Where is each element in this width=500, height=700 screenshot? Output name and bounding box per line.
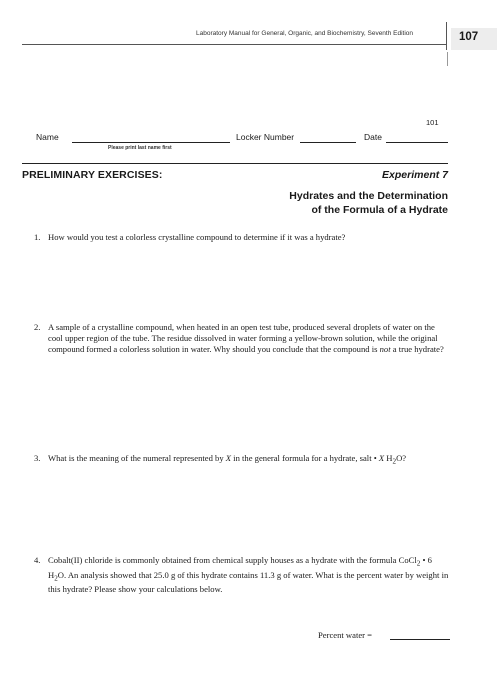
experiment-label: Experiment 7 bbox=[382, 169, 448, 181]
formula-subscript: 2 bbox=[54, 574, 58, 583]
question-number: 3. bbox=[34, 453, 41, 463]
question-text bbox=[48, 322, 446, 355]
formula-subscript: 2 bbox=[392, 457, 397, 466]
question-number: 2. bbox=[34, 322, 41, 332]
header-vertical-rule bbox=[446, 22, 447, 50]
question-4 bbox=[34, 555, 450, 595]
percent-water-field[interactable] bbox=[390, 639, 450, 640]
name-field[interactable] bbox=[72, 142, 230, 143]
percent-water-label: Percent water = bbox=[318, 630, 372, 640]
question-text-part: a true hydrate? bbox=[390, 344, 444, 354]
experiment-title-line-1: Hydrates and the Determination bbox=[289, 190, 448, 202]
name-label: Name bbox=[36, 132, 59, 142]
question-2 bbox=[34, 322, 446, 355]
locker-number-label: Locker Number bbox=[236, 132, 295, 142]
section-title: PRELIMINARY EXERCISES: bbox=[22, 169, 163, 181]
margin-tick bbox=[447, 52, 448, 66]
date-field[interactable] bbox=[386, 142, 448, 143]
formula-variable: X bbox=[225, 453, 232, 463]
section-rule bbox=[22, 163, 448, 164]
name-hint: Please print last name first bbox=[108, 145, 172, 151]
date-label: Date bbox=[364, 132, 382, 142]
header-rule bbox=[22, 44, 446, 45]
question-text: How would you test a colorless crystalline compound to determine if it was a hydrate? bbox=[48, 232, 346, 242]
worksheet-page-number: 101 bbox=[426, 118, 439, 127]
question-text: Cobalt(II) chloride is commonly obtained from chemical supply houses as a hydrate with the formula CoCl$_2$ • 6 $H_2O$. An analysis showed that 25.0 g of this hydrate contains 11.3 g of water. What is the percent water by weight in this hydrate? Please show your calculations below. bbox=[48, 555, 449, 595]
question-number: 1. bbox=[34, 232, 41, 242]
question-1 bbox=[34, 232, 454, 243]
question-3 bbox=[34, 453, 450, 468]
formula-variable: X bbox=[378, 453, 385, 463]
question-emphasis: not bbox=[379, 344, 391, 354]
formula-subscript: 2 bbox=[416, 559, 421, 568]
question-number: 4. bbox=[34, 555, 41, 565]
running-header: Laboratory Manual for General, Organic, and Biochemistry, Seventh Edition bbox=[196, 30, 414, 37]
locker-number-field[interactable] bbox=[300, 142, 356, 143]
experiment-title-line-2: of the Formula of a Hydrate bbox=[311, 204, 448, 216]
question-text-part: A sample of a crystalline compound, when heated in an open test tube, produced several droplets of water on the cool upper region of the tube. The residue dissolved in water forming a yellow-brown solution, while the original compound formed a colorless solution in water. Why should you conclude that the compound is bbox=[48, 322, 438, 354]
question-text: What is the meaning of the numeral represented by X in the general formula for a hydrate, salt • X $H_2O$? bbox=[48, 453, 407, 466]
page-number: 107 bbox=[459, 31, 479, 43]
